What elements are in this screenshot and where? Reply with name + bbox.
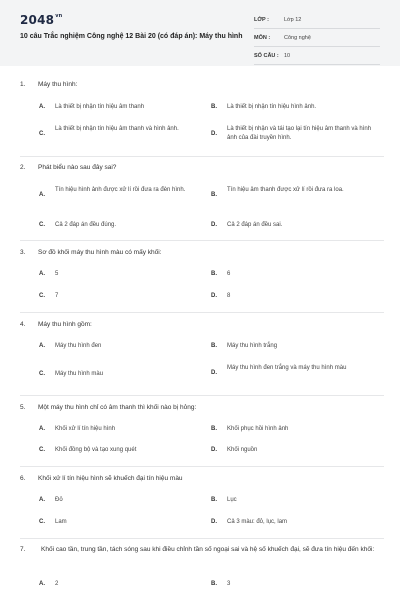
option-letter: D. xyxy=(211,447,217,453)
meta-row-subject xyxy=(254,32,380,47)
option-text: Cả 2 đáp án đều sai. xyxy=(227,222,283,228)
option-letter: A. xyxy=(39,343,45,349)
option-letter: D. xyxy=(211,131,217,137)
option-text: Cả 2 đáp án đều đúng. xyxy=(55,222,117,228)
option-letter: B. xyxy=(211,271,217,277)
option-text: 5 xyxy=(55,271,59,277)
option-letter: B. xyxy=(211,581,217,587)
question-1 xyxy=(20,80,384,89)
meta-key: MÔN : xyxy=(254,35,271,41)
meta-panel xyxy=(254,14,380,68)
option-text: Máy thu hình đen trắng và máy thu hình màu xyxy=(227,365,347,371)
question-text xyxy=(20,163,384,172)
question-number: 5. xyxy=(20,404,26,411)
option-text: Tín hiệu hình ảnh được xử lí rồi đưa ra đèn hình. xyxy=(55,187,186,193)
option-letter: B. xyxy=(211,343,217,349)
question-number: 4. xyxy=(20,321,26,328)
question-number: 6. xyxy=(20,475,26,482)
option-text: Khối đồng bộ và tạo xung quét xyxy=(55,447,137,453)
divider xyxy=(20,466,384,467)
option-letter: C. xyxy=(39,519,45,525)
question-5 xyxy=(20,403,384,412)
option-text: 2 xyxy=(55,581,59,587)
question-prompt: Máy thu hình gồm: xyxy=(38,321,92,328)
option-text: Khối phục hồi hình ảnh xyxy=(227,426,289,432)
option-text: Cả 3 màu: đỏ, lục, lam xyxy=(227,519,288,525)
question-3 xyxy=(20,248,384,257)
meta-value: 10 xyxy=(284,53,291,59)
option-text: Khối nguồn xyxy=(227,447,258,453)
question-text xyxy=(20,248,384,257)
option-letter: A. xyxy=(39,426,45,432)
option-text: Là thiết bị nhận tín hiệu âm thanh và hình ảnh. xyxy=(55,126,179,132)
question-prompt: Sơ đồ khối máy thu hình màu có mấy khối: xyxy=(38,249,162,256)
option-letter: B. xyxy=(211,192,217,198)
option-letter: D. xyxy=(211,519,217,525)
option-letter: C. xyxy=(39,222,45,228)
question-number: 3. xyxy=(20,249,26,256)
question-text xyxy=(20,545,384,554)
logo-suffix: vn xyxy=(55,13,63,19)
question-prompt: Máy thu hình: xyxy=(38,81,78,88)
option-letter: B. xyxy=(211,497,217,503)
option-letter: A. xyxy=(39,581,45,587)
option-text: Là thiết bị nhận tín hiệu hình ảnh. xyxy=(227,104,317,110)
option-text: 7 xyxy=(55,293,59,299)
header xyxy=(0,0,400,66)
question-number: 7. xyxy=(20,546,26,553)
divider xyxy=(20,395,384,396)
option-text: Là thiết bị nhận và tái tạo lại tín hiệu âm thanh và hình ảnh của đài truyền hình. xyxy=(227,126,372,141)
option-text: Đỏ xyxy=(55,497,63,503)
option-letter: C. xyxy=(39,293,45,299)
question-prompt: Khối cao tần, trung tần, tách sóng sau khi điều chỉnh tần số ngoại sai và hệ số khuếch đại, sẽ đưa tín hiệu đến khối: xyxy=(41,546,375,553)
option-text: Máy thu hình đen xyxy=(55,343,102,349)
option-letter: A. xyxy=(39,104,45,110)
option-text: Máy thu hình màu xyxy=(55,371,104,377)
option-letter: D. xyxy=(211,222,217,228)
option-text: 8 xyxy=(227,293,231,299)
meta-row-count xyxy=(254,50,380,65)
meta-key: SỐ CÂU : xyxy=(254,53,279,59)
option-text: 6 xyxy=(227,271,231,277)
option-text: Là thiết bị nhận tín hiệu âm thanh xyxy=(55,104,145,110)
logo-text: 2048 xyxy=(20,13,55,27)
option-text: Lam xyxy=(55,519,67,525)
question-7 xyxy=(20,545,384,554)
option-letter: A. xyxy=(39,497,45,503)
option-letter: C. xyxy=(39,371,45,377)
question-4 xyxy=(20,320,384,329)
question-prompt: Khối xử lí tín hiệu hình sẽ khuếch đại tín hiệu màu xyxy=(38,475,183,482)
option-text: Máy thu hình trắng xyxy=(227,343,278,349)
meta-value: Công nghệ xyxy=(284,35,311,41)
option-letter: A. xyxy=(39,192,45,198)
meta-row-class xyxy=(254,14,380,29)
option-text: 3 xyxy=(227,581,231,587)
site-logo[interactable] xyxy=(20,13,62,27)
question-text xyxy=(20,403,384,412)
option-letter: A. xyxy=(39,271,45,277)
question-number: 2. xyxy=(20,164,26,171)
question-text xyxy=(20,320,384,329)
option-letter: D. xyxy=(211,370,217,376)
option-letter: D. xyxy=(211,293,217,299)
question-text xyxy=(20,80,384,89)
question-6 xyxy=(20,474,384,483)
option-letter: B. xyxy=(211,426,217,432)
page-title: 10 câu Trắc nghiệm Công nghệ 12 Bài 20 (có đáp án): Máy thu hình xyxy=(20,33,243,40)
divider xyxy=(20,240,384,241)
question-text xyxy=(20,474,384,483)
divider xyxy=(20,312,384,313)
option-text: Lục xyxy=(227,497,237,503)
option-text: Tín hiệu âm thanh được xử lí rồi đưa ra loa. xyxy=(227,187,344,193)
question-prompt: Một máy thu hình chỉ có âm thanh thì khối nào bị hỏng: xyxy=(38,404,197,411)
option-letter: C. xyxy=(39,131,45,137)
divider xyxy=(20,156,384,157)
option-letter: C. xyxy=(39,447,45,453)
meta-value: Lớp 12 xyxy=(284,17,302,23)
option-letter: B. xyxy=(211,104,217,110)
question-number: 1. xyxy=(20,81,26,88)
meta-key: LỚP : xyxy=(254,17,269,23)
question-2 xyxy=(20,163,384,172)
divider xyxy=(20,538,384,539)
question-prompt: Phát biểu nào sau đây sai? xyxy=(38,164,117,171)
option-text: Khối xử lí tín hiệu hình xyxy=(55,426,116,432)
